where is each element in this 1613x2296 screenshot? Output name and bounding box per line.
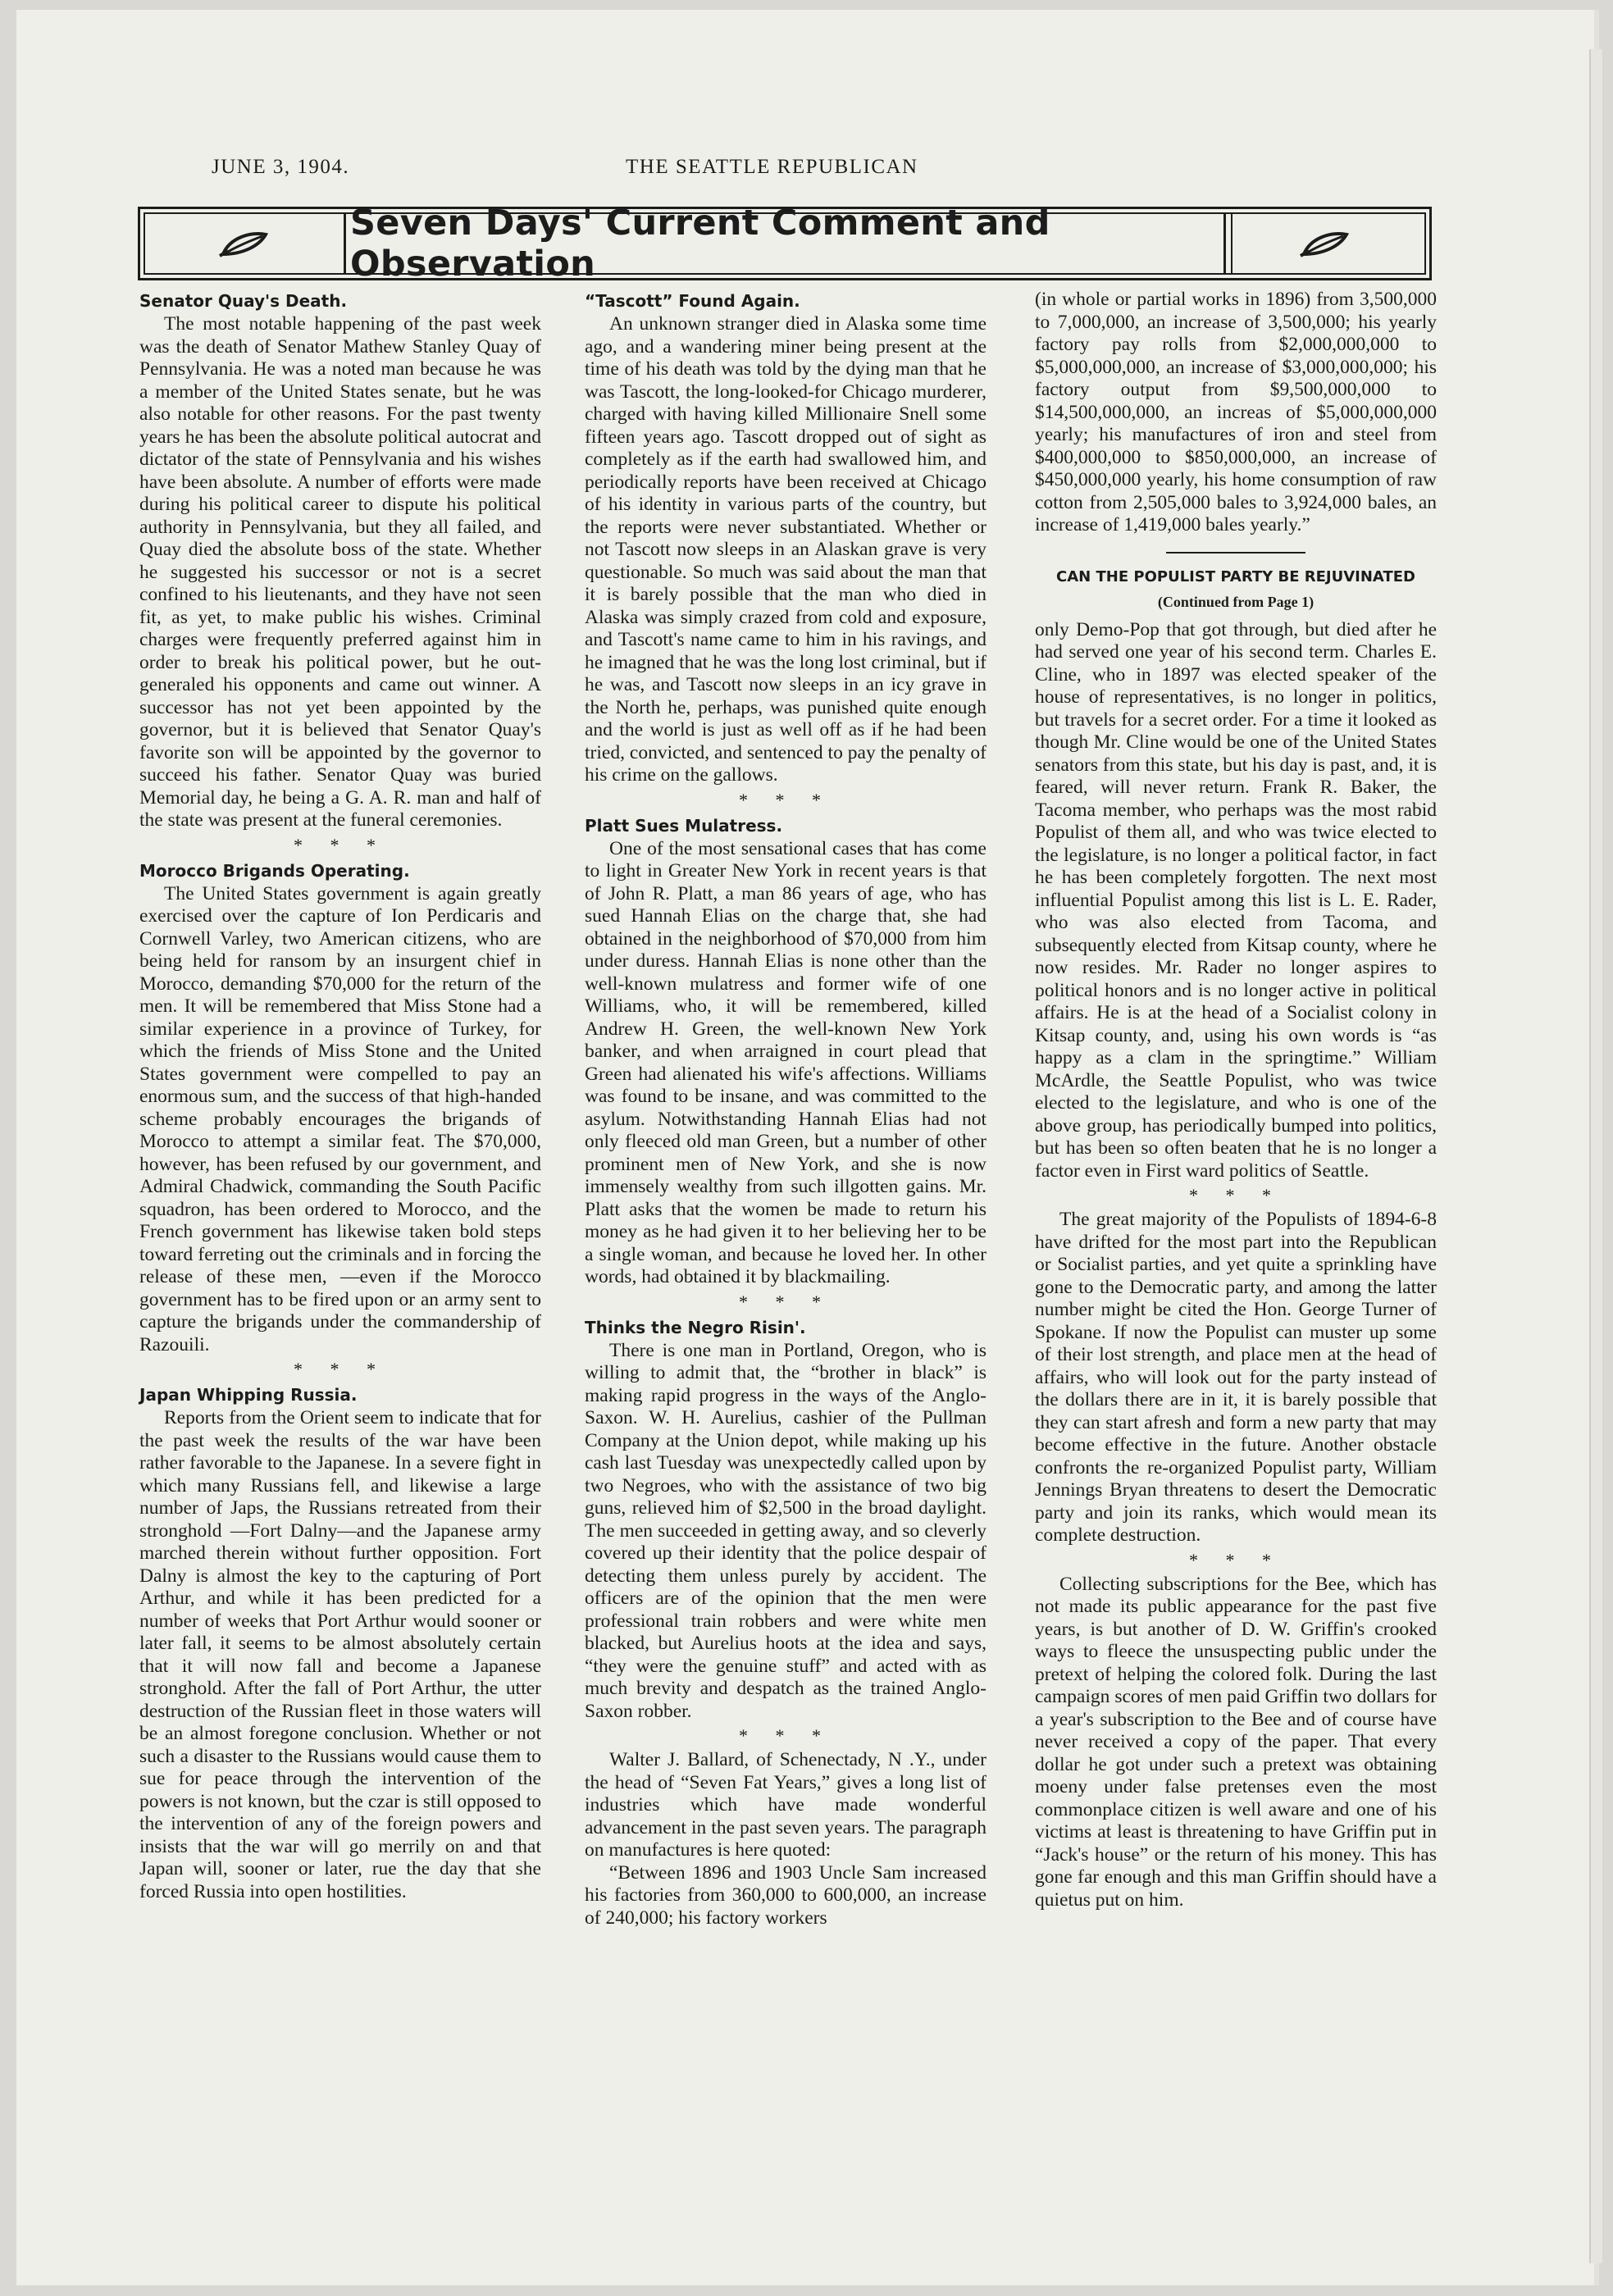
banner-right-cell	[1223, 214, 1424, 273]
article-paragraph: (in whole or partial works in 1896) from 3,500,000 to 7,000,000, an increase of 3,500,000; his yearly factory pay rolls from $2,000,000,000 to $5,000,000,000, an increase of $3,000,000,000; his factory output from $9,500,000,000 to $14,500,000,000, an increas of $5,000,000,000 yearly; his manufactures of iron and steel from $400,000,000 to $850,000,000, an increase of $450,000,000 yearly, his home consumption of raw cotton from 2,505,000 bales to 3,924,000 bales, an increase of 1,419,000 bales yearly.”	[1035, 289, 1437, 535]
column-1	[139, 289, 541, 1903]
article-paragraph: Collecting subscriptions for the Bee, which has not made its public appearance for the past five years, is but another of D. W. Griffin's crooked ways to fleece the unsuspecting public under the pretext of helping the colored folk. During the last campaign scores of men paid Griffin two dollars for a year's subscription to the Bee and of course have never received a copy of the paper. That every dollar he got under such a pretext was obtaining moeny under false pretenses even the most commonplace citizen is well aware and one of his victims at least is threatening to have Griffin put in “Jack's house” or the return of his money. This has gone far enough and this man Griffin should have a quietus put on him.	[1035, 1573, 1437, 1911]
article-paragraph: The United States government is again greatly exercised over the capture of Ion Perdicaris and Cornwell Varley, two American citizens, who are being held for ransom by an insurgent chief in Morocco, demanding $70,000 for the return of the men. It will be remembered that Miss Stone had a similar experience in a province of Turkey, for which the friends of Miss Stone and the United States government were compelled to pay an enormous sum, and the success of that high-handed scheme probably encourages the brigands of Morocco to attempt a similar feat. The $70,000, however, has been refused by our government, and Admiral Chadwick, commanding the South Pacific squadron, has been ordered to Morocco, and the French government has likewise taken bold steps toward ferreting out the criminals and in forcing the release of these men, —even if the Morocco government has to be fired upon or an army sent to capture the brigands under the commandership of Razouili.	[139, 882, 541, 1355]
section-separator: * * *	[739, 1291, 832, 1312]
section-separator: * * *	[739, 789, 832, 810]
section-separator: * * *	[1189, 1185, 1283, 1205]
article-paragraph: only Demo-Pop that got through, but died after he had served one year of his second term. Charles E. Cline, who in 1897 was elected speaker of the house of representatives, is no longer in politics, but travels for a secret order. For a time it looked as though Mr. Cline would be one of the United States senators from this state, but his day is past, and, it is feared, will never return. Frank R. Baker, the Tacoma member, who perhaps was the most rabid Populist of them all, and who was twice elected to the legislature, is no longer a political factor, in fact he has been completely forgotten. The next most influential Populist among this list is L. E. Rader, who was also elected from Tacoma, and subsequently elected from Kitsap county, where he now resides. Mr. Rader no longer aspires to political honors and is no longer active in political affairs. He is at the head of a Socialist colony in Kitsap county, and, using his own words is “as happy as a clam in the springtime.” William McArdle, the Seattle Populist, who was twice elected to the legislature, and who is one of the above group, has periodically bumped into politics, but has been so often beaten that he is no longer a factor even in First ward politics of Seattle.	[1035, 618, 1437, 1182]
banner-frame	[144, 203, 1426, 285]
article-paragraph: The great majority of the Populists of 1894-6-8 have drifted for the most part into the Republican or Socialist parties, and yet quite a sprinkling have gone to the Democratic party, and among the latter number might be cited the Hon. George Turner of Spokane. If now the Populist can muster up some of their lost strength, and place men at the head of affairs, who will look out for the party instead of the dollars there are in it, it is barely possible that they can start afresh and form a new party that may become effective in the future. Another obstacle confronts the re-organized Populist party, William Jennings Bryan threatens to desert the Democratic party and join its ranks, which would mean its complete destruction.	[1035, 1209, 1437, 1546]
leaf-ornament-icon	[1299, 230, 1351, 257]
section-separator: * * *	[739, 1725, 832, 1746]
article-paragraph: One of the most sensational cases that has come to light in Greater New York in recent years is that of John R. Platt, a man 86 years of age, who has sued Hannah Elias on the charge that, she had obtained in the neighborhood of $70,000 from him under duress. Hannah Elias is none other than the well-known mulatress and former wife of one Williams, who, it will be remembered, killed Andrew H. Green, the well-known New York banker, and when arraigned in court plead that Green had alienated his wife's affections. Williams was found to be insane, and was committed to the asylum. Notwithstanding Hannah Elias had not only fleeced old man Green, but a number of other prominent men of New York, and she is now immensely wealthy from such illgotten gains. Mr. Platt asks that the women be made to return his money as he had given it to her believing her to be a single woman, and because he loved her. In other words, had obtained it by blackmailing.	[585, 837, 986, 1287]
column-2	[585, 289, 986, 1929]
article-paragraph: The most notable happening of the past week was the death of Senator Mathew Stanley Quay of Pennsylvania. He was a noted man because he was a member of the United States senate, but he was also notable for other reasons. For the past twenty years he has been the absolute political autocrat and dictator of the state of Pennsylvania and his wishes have been absolute. A number of efforts were made during his political career to dispute his political authority in Pennsylvania, but they all failed, and Quay died the absolute boss of the state. Whether he suggested his successor or not is a secret confined to his lieutenants, and they have not seen fit, as yet, to make public his wishes. Criminal charges were frequently preferred against him in order to break his political power, but he out-generaled his opponents and came out winner. A successor has not yet been appointed by the governor, but it is believed that Senator Quay's favorite son will be appointed by the governor to succeed his father. Senator Quay was buried Memorial day, he being a G. A. R. man and half of the state was present at the funeral ceremonies.	[139, 313, 541, 831]
banner-left-cell	[145, 214, 346, 273]
continued-note: (Continued from Page 1)	[1157, 593, 1315, 610]
page-edge	[1589, 49, 1602, 2263]
article-headline: Senator Quay's Death.	[139, 291, 348, 311]
article-headline: CAN THE POPULIST PARTY BE REJUVINATED	[1056, 567, 1415, 585]
article-headline: “Tascott” Found Again.	[585, 291, 800, 311]
section-rule	[1166, 552, 1305, 554]
article-paragraph: Reports from the Orient seem to indicate that for the past week the results of the war have been rather favorable to the Japanese. In a severe fight in which many Russians fell, and likewise a large number of Japs, the Russians retreated from their stronghold —Fort Dalny—and the Japanese army marched therein without further opposition. Fort Dalny is almost the key to the capturing of Port Arthur, and while it has been predicted for a number of weeks that Port Arthur would sooner or later fall, it seems to be almost absolutely certain that it will now fall and become a Japanese stronghold. After the fall of Port Arthur, the utter destruction of the Russian fleet in those waters will be an almost foregone conclusion. Whether or not such a disaster to the Russians would cause them to sue for peace through the intervention of the powers is not known, but the czar is still opposed to the intervention of any of the foreign powers and insists that the war will go merrily on and that Japan will, sooner or later, rue the day that she forced Russia into open hostilities.	[139, 1407, 541, 1902]
article-paragraph: An unknown stranger died in Alaska some time ago, and a wandering miner being present at the time of his death was told by the dying man that he was Tascott, the long-looked-for Chicago murderer, charged with having killed Millionaire Snell some fifteen years ago. Tascott dropped out of sight as completely as if the earth had swallowed him, and periodically reports have been received at Chicago of his identity in various parts of the country, but the reports were never substantiated. Whether or not Tascott now sleeps in an Alaskan grave is very questionable. So much was said about the man that it is barely possible that the man who died in Alaska was simply crazed from cold and exposure, and Tascott's name came to him in his ravings, and he imagned that he was the long lost criminal, but if he was, and Tascott now sleeps in an icy grave in the North he, perhaps, was punished quite enough and the world is just as well off as if he had been tried, convicted, and sentenced to pay the penalty of his crime on the gallows.	[585, 313, 986, 786]
section-separator: * * *	[1189, 1549, 1283, 1570]
running-head	[212, 156, 1474, 189]
article-headline: Thinks the Negro Risin'.	[585, 1317, 806, 1337]
article-paragraph: Walter J. Ballard, of Schenectady, N .Y., under the head of “Seven Fat Years,” gives a long list of industries which have made wonderful advancement in the past seven years. The paragraph on manufactures is here quoted:	[585, 1749, 986, 1861]
leaf-ornament-icon	[218, 230, 271, 257]
issue-date: JUNE 3, 1904.	[212, 156, 350, 178]
article-paragraph: “Between 1896 and 1903 Uncle Sam increased his factories from 360,000 to 600,000, an increase of 240,000; his factory workers	[585, 1861, 986, 1929]
section-banner	[138, 203, 1432, 285]
newspaper-title: THE SEATTLE REPUBLICAN	[626, 156, 918, 178]
article-headline: Morocco Brigands Operating.	[139, 860, 410, 881]
section-separator: * * *	[294, 1359, 387, 1379]
article-headline: Platt Sues Mulatress.	[585, 815, 783, 836]
column-3	[1035, 289, 1437, 1911]
banner-title: Seven Days' Current Comment and Observation	[350, 203, 1050, 285]
article-paragraph: There is one man in Portland, Oregon, who is willing to admit that, the “brother in black” is making rapid progress in the ways of the Anglo-Saxon. W. H. Aurelius, cashier of the Pullman Company at the Union depot, while making up his cash last Tuesday was unexpectedly called upon by two Negroes, who with the assistance of two big guns, relieved him of $2,500 in the broad daylight. The men succeeded in getting away, and so cleverly covered up their identity that the police despair of detecting them unless purely by accident. The officers are of the opinion that the men were professional train robbers and were white men blacked, but Aurelius hoots at the idea and says, “they were the genuine stuff” and acted with as much brevity and despatch as the trained Anglo-Saxon robber.	[585, 1339, 986, 1722]
article-headline: Japan Whipping Russia.	[139, 1385, 358, 1405]
section-separator: * * *	[294, 834, 387, 855]
